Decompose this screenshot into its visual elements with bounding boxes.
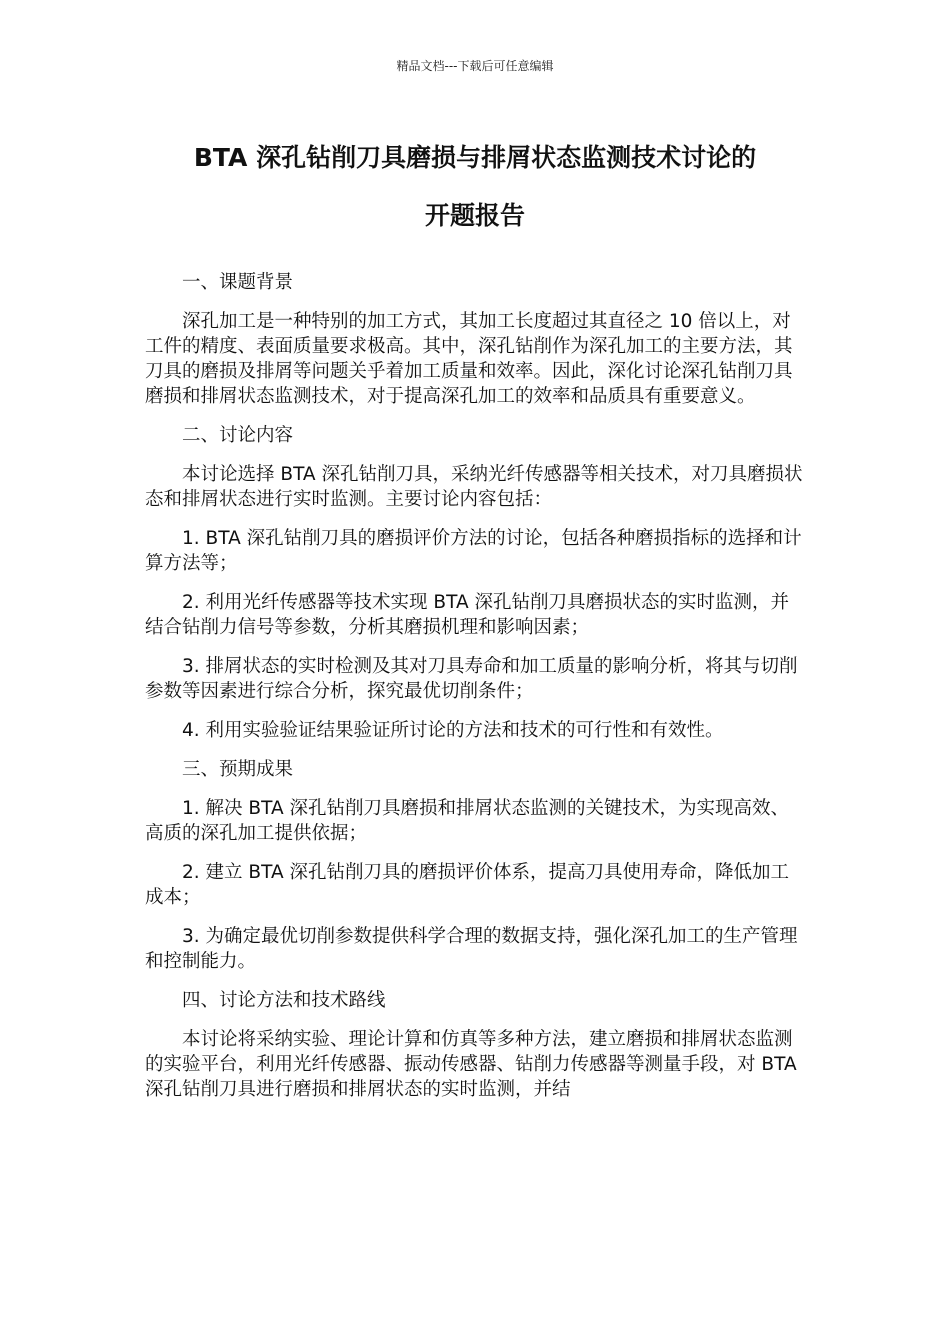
- paragraph-background: 深孔加工是一种特别的加工方式，其加工长度超过其直径之 10 倍以上，对工件的精度、表面质量要求极高。其中，深孔钻削作为深孔加工的主要方法，其刀具的磨损及排屑等问题关乎着加工质量和效率。因此，深化讨论深孔钻削刀具磨损和排屑状态监测技术，对于提高深孔加工的效率和品质具有重要意义。: [145, 311, 793, 407]
- section-heading-results: 三、预期成果: [182, 759, 294, 780]
- list-item-results-2: 2. 建立 BTA 深孔钻削刀具的磨损评价体系，提高刀具使用寿命，降低加工成本；: [145, 862, 790, 908]
- section-heading-methods: 四、讨论方法和技术路线: [182, 990, 386, 1011]
- page-header: 精品文档---下载后可任意编辑: [396, 59, 554, 73]
- section-heading-background: 一、课题背景: [182, 272, 294, 293]
- document-title-line-1: BTA 深孔钻削刀具磨损与排屑状态监测技术讨论的: [193, 143, 757, 172]
- list-item-content-1: 1. BTA 深孔钻削刀具的磨损评价方法的讨论，包括各种磨损指标的选择和计算方法等；: [145, 528, 802, 574]
- document-title-line-2: 开题报告: [424, 201, 525, 230]
- list-item-content-3: 3. 排屑状态的实时检测及其对刀具寿命和加工质量的影响分析，将其与切削参数等因素进行综合分析，探究最优切削条件；: [145, 656, 798, 702]
- paragraph-methods: 本讨论将采纳实验、理论计算和仿真等多种方法，建立磨损和排屑状态监测的实验平台，利用光纤传感器、振动传感器、钻削力传感器等测量手段，对 BTA 深孔钻削刀具进行磨损和排屑状态的实时监测，并结: [145, 1029, 797, 1100]
- list-item-content-2: 2. 利用光纤传感器等技术实现 BTA 深孔钻削刀具磨损状态的实时监测，并结合钻削力信号等参数，分析其磨损机理和影响因素；: [145, 592, 790, 638]
- section-heading-content: 二、讨论内容: [182, 425, 294, 446]
- paragraph-content-intro: 本讨论选择 BTA 深孔钻削刀具，采纳光纤传感器等相关技术，对刀具磨损状态和排屑状态进行实时监测。主要讨论内容包括：: [145, 464, 803, 510]
- list-item-results-3: 3. 为确定最优切削参数提供科学合理的数据支持，强化深孔加工的生产管理和控制能力。: [145, 926, 798, 972]
- document-body: [145, 270, 807, 1102]
- list-item-content-4: 4. 利用实验验证结果验证所讨论的方法和技术的可行性和有效性。: [182, 720, 724, 741]
- list-item-results-1: 1. 解决 BTA 深孔钻削刀具磨损和排屑状态监测的关键技术，为实现高效、高质的深孔加工提供依据；: [145, 798, 790, 844]
